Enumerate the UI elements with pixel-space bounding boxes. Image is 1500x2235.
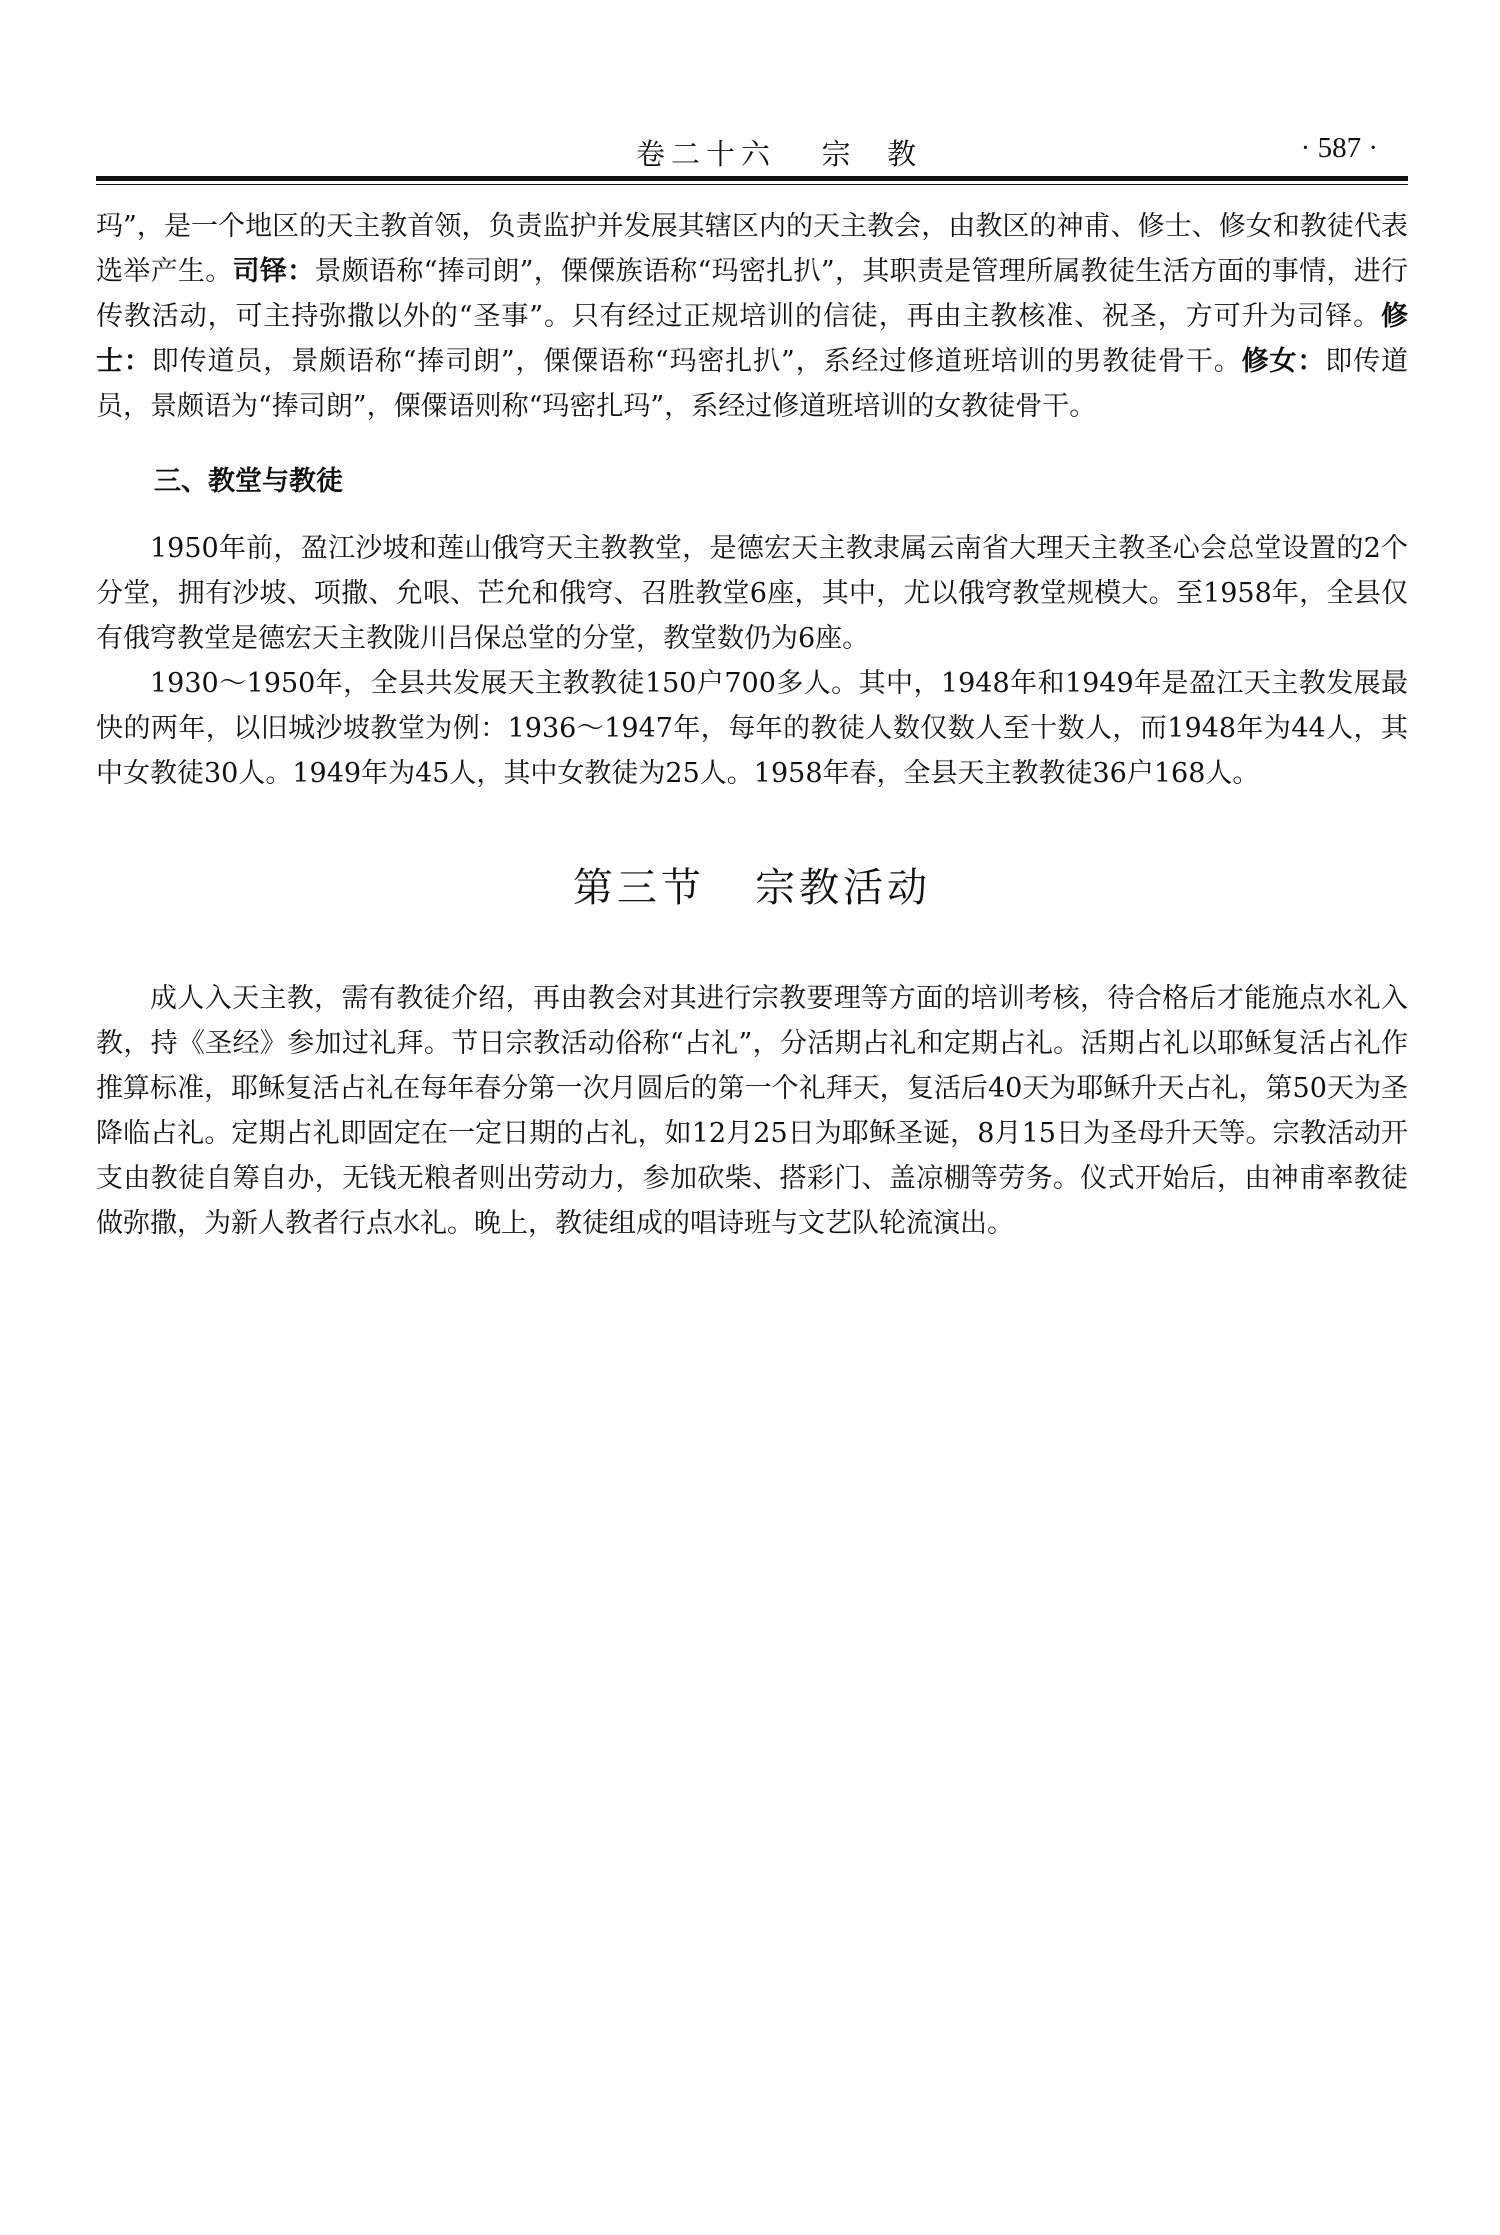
intro-text-1: 玛”，是一个地区的天主教首领，负责监护并发展其辖区内的天主教会，由教区的神甫、修士、修女和教徒代表选举产生。 <box>96 211 1408 287</box>
page-body <box>96 204 1408 1246</box>
body-paragraph: 1950年前，盈江沙坡和莲山俄穹天主教教堂，是德宏天主教隶属云南省大理天主教圣心会总堂设置的2个分堂，拥有沙坡、项撒、允哏、芒允和俄穹、召胜教堂6座，其中，尤以俄穹教堂规模大。至1958年，全县仅有俄穹教堂是德宏天主教陇川吕保总堂的分堂，教堂数仍为6座。 <box>96 533 1408 654</box>
intro-text-2: 景颇语称“捧司朗”，傈僳族语称“玛密扎扒”，其职责是管理所属教徒生活方面的事情，进行传教活动，可主持弥撒以外的“圣事”。只有经过正规培训的信徒，再由主教核准、祝圣，方可升为司铎。 <box>96 256 1409 332</box>
page-header <box>96 132 1408 174</box>
body-paragraph: 成人入天主教，需有教徒介绍，再由教会对其进行宗教要理等方面的培训考核，待合格后才能施点水礼入教，持《圣经》参加过礼拜。节日宗教活动俗称“占礼”，分活期占礼和定期占礼。活期占礼以耶稣复活占礼作推算标准，耶稣复活占礼在每年春分第一次月圆后的第一个礼拜天，复活后40天为耶稣升天占礼，第50天为圣降临占礼。定期占礼即固定在一定日期的占礼，如12月25日为耶稣圣诞，8月15日为圣母升天等。宗教活动开支由教徒自筹自办，无钱无粮者则出劳动力，参加砍柴、搭彩门、盖凉棚等劳务。仪式开始后，由神甫率教徒做弥撒，为新人教者行点水礼。晚上，教徒组成的唱诗班与文艺队轮流演出。 <box>96 983 1408 1239</box>
intro-text-3: 即传道员，景颇语称“捧司朗”，傈僳语称“玛密扎扒”，系经过修道班培训的男教徒骨干。 <box>151 346 1242 377</box>
header-rule-thin <box>96 184 1408 185</box>
intro-paragraph <box>96 204 1408 429</box>
term-xiunv: 修女： <box>1241 346 1326 377</box>
term-xiushi: 修士： <box>96 301 1408 377</box>
body-paragraph: 1930～1950年，全县共发展天主教教徒150户700多人。其中，1948年和1949年是盈江天主教发展最快的两年，以旧城沙坡教堂为例：1936～1947年，每年的教徒人数仅数人至十数人，而1948年为44人，其中女教徒30人。1949年为45人，其中女教徒为25人。1958年春，全县天主教教徒36户168人。 <box>96 668 1408 789</box>
header-rule-thick <box>96 176 1408 181</box>
subsection-heading: 三、教堂与教徒 <box>154 466 343 497</box>
intro-text-4: 即传道员，景颇语为“捧司朗”，傈僳语则称“玛密扎玛”，系经过修道班培训的女教徒骨干。 <box>96 346 1409 422</box>
running-title: 卷二十六 宗 教 <box>636 137 923 171</box>
section-title: 第三节 宗教活动 <box>572 865 932 911</box>
term-siduo: 司铎： <box>232 256 315 287</box>
page-number: · 587 · <box>1300 132 1378 164</box>
